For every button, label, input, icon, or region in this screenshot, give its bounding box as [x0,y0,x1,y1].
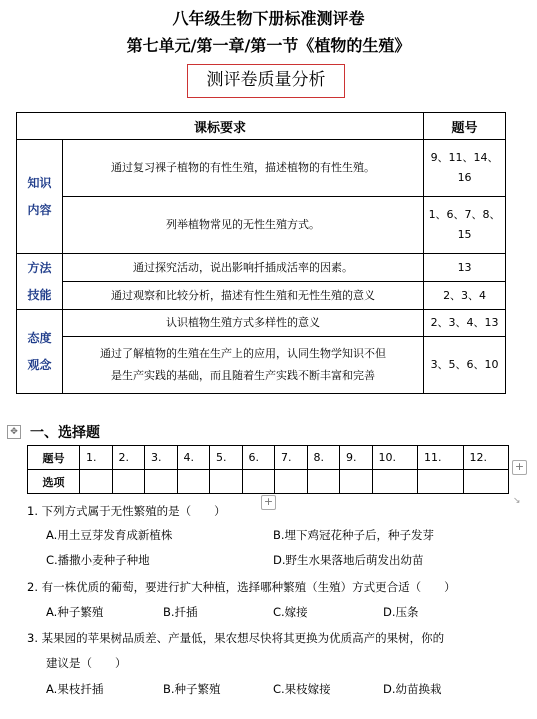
number-cell: 2、3、4 [424,282,506,310]
option: C.果枝嫁接 [273,682,331,696]
requirement-cell: 通过复习裸子植物的有性生殖，描述植物的有性生殖。 [62,140,423,197]
section-heading: 一、选择题 [30,425,100,441]
question-number-cell: 4. [177,446,210,470]
table-row [17,254,506,282]
answer-cell[interactable] [275,470,308,494]
question-stem: 1. 下列方式属于无性繁殖的是（ ） [27,504,226,518]
table-row [28,470,509,494]
requirement-cell [62,337,423,394]
analysis-table [16,112,506,394]
question-number-cell: 10. [372,446,418,470]
category-label: 知识 [27,175,52,190]
category-label: 内容 [27,202,52,217]
answer-cell[interactable] [372,470,418,494]
requirement-cell: 列举植物常见的无性生殖方式。 [62,197,423,254]
option: B.扦插 [163,605,198,619]
requirement-cell: 通过观察和比较分析，描述有性生殖和无性生殖的意义 [62,282,423,310]
table-row [17,337,506,394]
option: A.用土豆芽发育成新植株 [46,528,173,542]
table-row [28,446,509,470]
number-cell: 3、5、6、10 [424,337,506,394]
option: C.嫁接 [273,605,308,619]
row-label: 选项 [28,470,80,494]
option: A.果枝扦插 [46,682,104,696]
number-cell: 13 [424,254,506,282]
column-header-requirement: 课标要求 [17,113,424,140]
question-stem-continued: 建议是（ ） [46,656,127,670]
number-cell: 2、3、4、13 [424,310,506,337]
answer-cell[interactable] [112,470,145,494]
document-subtitle: 第七单元/第一章/第一节《植物的生殖》 [126,36,411,55]
answer-cell[interactable] [145,470,178,494]
category-label: 方法 [27,260,52,275]
question-number-cell: 5. [210,446,243,470]
number-cell [424,140,506,197]
table-row [17,310,506,337]
answer-cell[interactable] [418,470,464,494]
question-stem: 2. 有一株优质的葡萄，要进行扩大种植，选择哪种繁殖（生殖）方式更合适（ ） [27,580,456,594]
column-header-number: 题号 [424,113,506,140]
answer-cell[interactable] [177,470,210,494]
table-move-handle-icon[interactable]: ✥ [7,425,21,439]
requirement-line: 是生产实践的基础，而且随着生产实践不断丰富和完善 [111,369,376,382]
question-number-cell: 12. [463,446,509,470]
category-method [17,254,63,310]
requirement-cell: 认识植物生殖方式多样性的意义 [62,310,423,337]
answer-table [27,445,509,494]
boxed-heading: 测评卷质量分析 [187,64,345,98]
category-knowledge [17,140,63,254]
category-label: 技能 [27,287,52,302]
table-header-row [17,113,506,140]
row-label: 题号 [28,446,80,470]
option: C.播撒小麦种子种地 [46,553,150,567]
question-number-cell: 11. [418,446,464,470]
question-stem: 3. 某果园的苹果树品质差、产量低，果农想尽快将其更换为优质高产的果树，你的 [27,631,445,645]
number-line: 9、11、14、 [430,151,499,164]
option: B.种子繁殖 [163,682,221,696]
category-label: 观念 [27,357,52,372]
question-number-cell: 2. [112,446,145,470]
option: A.种子繁殖 [46,605,104,619]
number-line: 15 [457,228,472,241]
option: B.埋下鸡冠花种子后，种子发芽 [273,528,435,542]
answer-cell[interactable] [340,470,373,494]
option: D.幼苗换栽 [383,682,442,696]
answer-cell[interactable] [242,470,275,494]
answer-cell[interactable] [80,470,113,494]
answer-cell[interactable] [210,470,243,494]
requirement-cell: 通过探究活动，说出影响扦插成活率的因素。 [62,254,423,282]
resize-handle-icon[interactable]: ↘ [513,496,521,506]
question-number-cell: 1. [80,446,113,470]
add-row-icon[interactable]: + [261,495,276,510]
category-label: 态度 [27,330,52,345]
option: D.压条 [383,605,419,619]
answer-cell[interactable] [463,470,509,494]
answer-cell[interactable] [307,470,340,494]
option: D.野生水果落地后萌发出幼苗 [273,553,424,567]
question-number-cell: 8. [307,446,340,470]
table-row [17,140,506,197]
number-line: 16 [457,171,472,184]
table-row [17,282,506,310]
add-column-icon[interactable]: + [512,460,527,475]
question-number-cell: 9. [340,446,373,470]
question-number-cell: 3. [145,446,178,470]
table-row [17,197,506,254]
requirement-line: 通过了解植物的生殖在生产上的应用，认同生物学知识不但 [100,347,387,360]
document-title: 八年级生物下册标准测评卷 [172,9,365,28]
number-line: 1、6、7、8、 [428,208,501,221]
question-number-cell: 7. [275,446,308,470]
question-number-cell: 6. [242,446,275,470]
number-cell [424,197,506,254]
category-attitude [17,310,63,394]
